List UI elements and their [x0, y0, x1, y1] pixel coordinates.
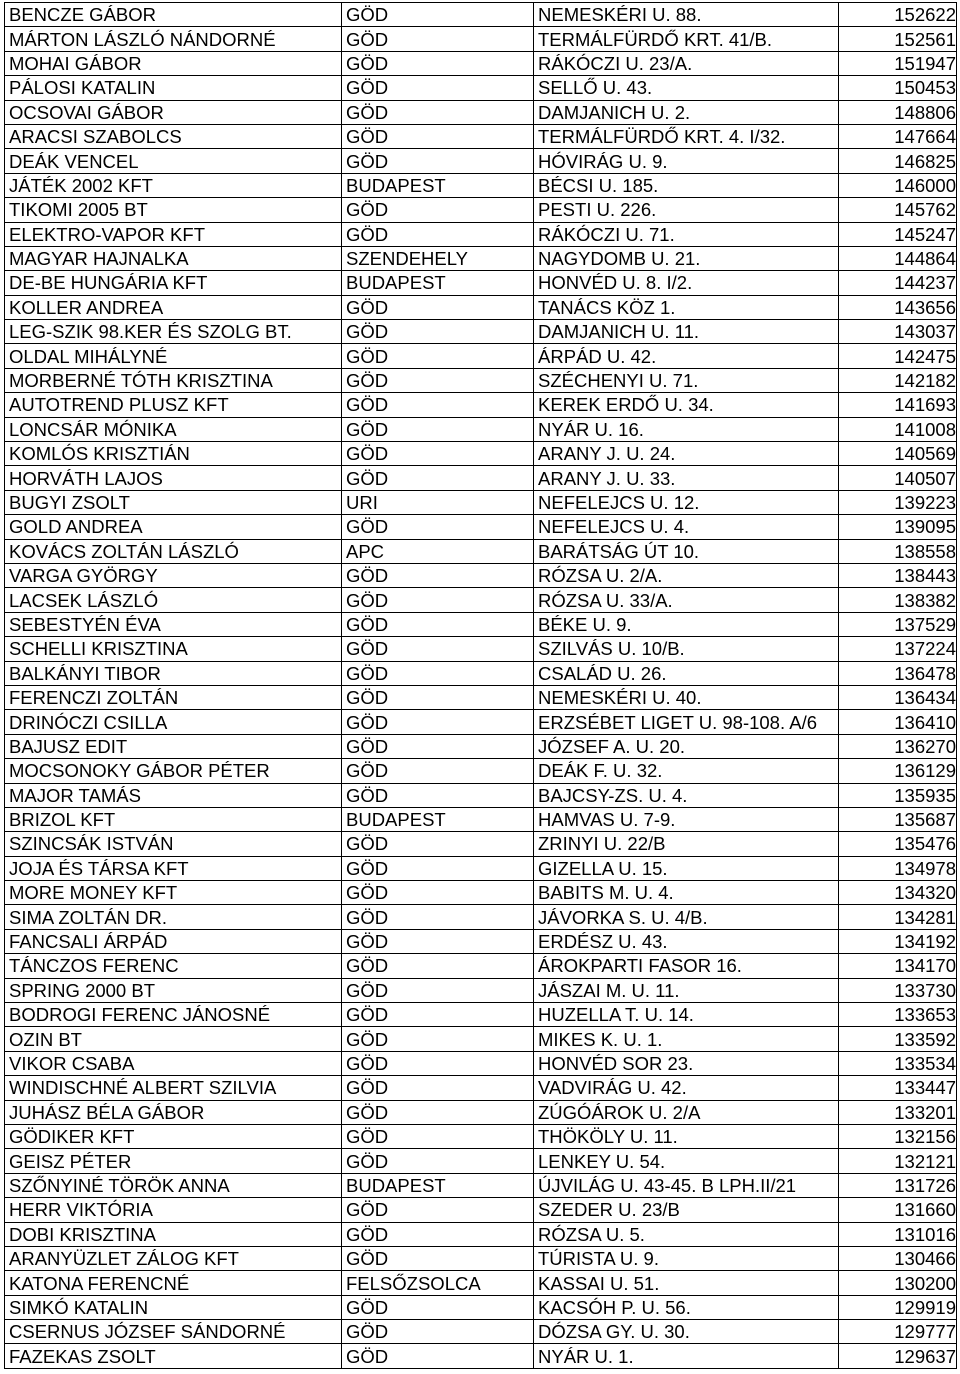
name-cell: GEISZ PÉTER — [5, 1149, 342, 1173]
number-cell: 134192 — [839, 929, 957, 953]
address-cell: TERMÁLFÜRDŐ KRT. 41/B. — [534, 27, 839, 51]
address-cell: ARANY J. U. 33. — [534, 466, 839, 490]
city-cell: GÖD — [342, 1124, 534, 1148]
number-cell: 133534 — [839, 1051, 957, 1075]
number-cell: 147664 — [839, 124, 957, 148]
table-row — [5, 198, 957, 222]
address-cell: ERDÉSZ U. 43. — [534, 929, 839, 953]
name-cell: ARACSI SZABOLCS — [5, 124, 342, 148]
name-cell: OCSOVAI GÁBOR — [5, 100, 342, 124]
table-row — [5, 393, 957, 417]
number-cell: 150453 — [839, 76, 957, 100]
city-cell: GÖD — [342, 1198, 534, 1222]
address-cell: BABITS M. U. 4. — [534, 881, 839, 905]
name-cell: SZINCSÁK ISTVÁN — [5, 832, 342, 856]
number-cell: 129777 — [839, 1320, 957, 1344]
name-cell: SIMKÓ KATALIN — [5, 1295, 342, 1319]
city-cell: APC — [342, 539, 534, 563]
table-row — [5, 466, 957, 490]
name-cell: KOLLER ANDREA — [5, 295, 342, 319]
address-cell: DAMJANICH U. 2. — [534, 100, 839, 124]
number-cell: 133730 — [839, 978, 957, 1002]
address-cell: ÁROKPARTI FASOR 16. — [534, 954, 839, 978]
table-row — [5, 1100, 957, 1124]
city-cell: GÖD — [342, 1100, 534, 1124]
name-cell: KOVÁCS ZOLTÁN LÁSZLÓ — [5, 539, 342, 563]
address-cell: HAMVAS U. 7-9. — [534, 807, 839, 831]
table-row — [5, 905, 957, 929]
city-cell: GÖD — [342, 76, 534, 100]
city-cell: GÖD — [342, 881, 534, 905]
table-row — [5, 1246, 957, 1270]
table-row — [5, 978, 957, 1002]
number-cell: 134170 — [839, 954, 957, 978]
number-cell: 144864 — [839, 246, 957, 270]
name-cell: SCHELLI KRISZTINA — [5, 637, 342, 661]
table-row — [5, 149, 957, 173]
name-cell: BALKÁNYI TIBOR — [5, 661, 342, 685]
city-cell: GÖD — [342, 783, 534, 807]
name-cell: VIKOR CSABA — [5, 1051, 342, 1075]
number-cell: 146000 — [839, 173, 957, 197]
table-row — [5, 442, 957, 466]
table-row — [5, 807, 957, 831]
city-cell: GÖD — [342, 466, 534, 490]
records-table-body — [5, 3, 957, 1369]
city-cell: GÖD — [342, 393, 534, 417]
city-cell: GÖD — [342, 149, 534, 173]
city-cell: GÖD — [342, 1003, 534, 1027]
table-row — [5, 3, 957, 27]
number-cell: 148806 — [839, 100, 957, 124]
table-row — [5, 76, 957, 100]
number-cell: 146825 — [839, 149, 957, 173]
name-cell: PÁLOSI KATALIN — [5, 76, 342, 100]
name-cell: VARGA GYÖRGY — [5, 563, 342, 587]
table-row — [5, 1320, 957, 1344]
number-cell: 138382 — [839, 588, 957, 612]
name-cell: SIMA ZOLTÁN DR. — [5, 905, 342, 929]
address-cell: JÁVORKA S. U. 4/B. — [534, 905, 839, 929]
name-cell: KATONA FERENCNÉ — [5, 1271, 342, 1295]
table-row — [5, 661, 957, 685]
name-cell: TÁNCZOS FERENC — [5, 954, 342, 978]
address-cell: RÁKÓCZI U. 71. — [534, 222, 839, 246]
number-cell: 139223 — [839, 490, 957, 514]
address-cell: HONVÉD U. 8. I/2. — [534, 271, 839, 295]
table-row — [5, 515, 957, 539]
number-cell: 144237 — [839, 271, 957, 295]
number-cell: 152561 — [839, 27, 957, 51]
name-cell: FERENCZI ZOLTÁN — [5, 685, 342, 709]
table-row — [5, 759, 957, 783]
address-cell: TANÁCS KÖZ 1. — [534, 295, 839, 319]
table-row — [5, 1076, 957, 1100]
address-cell: SELLŐ U. 43. — [534, 76, 839, 100]
address-cell: VADVIRÁG U. 42. — [534, 1076, 839, 1100]
city-cell: BUDAPEST — [342, 271, 534, 295]
table-row — [5, 1003, 957, 1027]
number-cell: 131660 — [839, 1198, 957, 1222]
city-cell: GÖD — [342, 27, 534, 51]
number-cell: 130200 — [839, 1271, 957, 1295]
city-cell: FELSŐZSOLCA — [342, 1271, 534, 1295]
table-row — [5, 295, 957, 319]
table-row — [5, 1051, 957, 1075]
address-cell: NAGYDOMB U. 21. — [534, 246, 839, 270]
table-row — [5, 856, 957, 880]
table-row — [5, 832, 957, 856]
name-cell: DEÁK VENCEL — [5, 149, 342, 173]
name-cell: SEBESTYÉN ÉVA — [5, 612, 342, 636]
table-row — [5, 685, 957, 709]
table-row — [5, 539, 957, 563]
address-cell: NEMESKÉRI U. 40. — [534, 685, 839, 709]
number-cell: 133653 — [839, 1003, 957, 1027]
city-cell: GÖD — [342, 417, 534, 441]
name-cell: SZŐNYINÉ TÖRÖK ANNA — [5, 1173, 342, 1197]
table-row — [5, 734, 957, 758]
table-row — [5, 246, 957, 270]
name-cell: JÁTÉK 2002 KFT — [5, 173, 342, 197]
table-row — [5, 320, 957, 344]
address-cell: TERMÁLFÜRDŐ KRT. 4. I/32. — [534, 124, 839, 148]
number-cell: 129919 — [839, 1295, 957, 1319]
name-cell: TIKOMI 2005 BT — [5, 198, 342, 222]
name-cell: SPRING 2000 BT — [5, 978, 342, 1002]
name-cell: FANCSALI ÁRPÁD — [5, 929, 342, 953]
name-cell: BUGYI ZSOLT — [5, 490, 342, 514]
address-cell: KACSÓH P. U. 56. — [534, 1295, 839, 1319]
address-cell: DEÁK F. U. 32. — [534, 759, 839, 783]
city-cell: GÖD — [342, 661, 534, 685]
city-cell: GÖD — [342, 734, 534, 758]
table-row — [5, 124, 957, 148]
address-cell: NEMESKÉRI U. 88. — [534, 3, 839, 27]
name-cell: DE-BE HUNGÁRIA KFT — [5, 271, 342, 295]
city-cell: GÖD — [342, 759, 534, 783]
city-cell: GÖD — [342, 1295, 534, 1319]
address-cell: RÁKÓCZI U. 23/A. — [534, 51, 839, 75]
number-cell: 132156 — [839, 1124, 957, 1148]
table-row — [5, 27, 957, 51]
city-cell: GÖD — [342, 1222, 534, 1246]
name-cell: MAJOR TAMÁS — [5, 783, 342, 807]
number-cell: 143656 — [839, 295, 957, 319]
address-cell: ARANY J. U. 24. — [534, 442, 839, 466]
table-row — [5, 954, 957, 978]
name-cell: DRINÓCZI CSILLA — [5, 710, 342, 734]
table-row — [5, 588, 957, 612]
name-cell: WINDISCHNÉ ALBERT SZILVIA — [5, 1076, 342, 1100]
number-cell: 130466 — [839, 1246, 957, 1270]
city-cell: GÖD — [342, 637, 534, 661]
name-cell: HERR VIKTÓRIA — [5, 1198, 342, 1222]
city-cell: GÖD — [342, 685, 534, 709]
name-cell: GÖDIKER KFT — [5, 1124, 342, 1148]
address-cell: ERZSÉBET LIGET U. 98-108. A/6 — [534, 710, 839, 734]
city-cell: GÖD — [342, 1027, 534, 1051]
table-row — [5, 222, 957, 246]
number-cell: 141693 — [839, 393, 957, 417]
table-row — [5, 417, 957, 441]
address-cell: ZRINYI U. 22/B — [534, 832, 839, 856]
number-cell: 151947 — [839, 51, 957, 75]
name-cell: MORBERNÉ TÓTH KRISZTINA — [5, 368, 342, 392]
name-cell: BODROGI FERENC JÁNOSNÉ — [5, 1003, 342, 1027]
name-cell: BENCZE GÁBOR — [5, 3, 342, 27]
number-cell: 142182 — [839, 368, 957, 392]
number-cell: 136434 — [839, 685, 957, 709]
name-cell: GOLD ANDREA — [5, 515, 342, 539]
number-cell: 152622 — [839, 3, 957, 27]
city-cell: GÖD — [342, 710, 534, 734]
city-cell: GÖD — [342, 442, 534, 466]
name-cell: JUHÁSZ BÉLA GÁBOR — [5, 1100, 342, 1124]
number-cell: 133592 — [839, 1027, 957, 1051]
address-cell: BÉKE U. 9. — [534, 612, 839, 636]
city-cell: BUDAPEST — [342, 807, 534, 831]
number-cell: 134320 — [839, 881, 957, 905]
table-row — [5, 490, 957, 514]
number-cell: 140569 — [839, 442, 957, 466]
number-cell: 137224 — [839, 637, 957, 661]
address-cell: HÓVIRÁG U. 9. — [534, 149, 839, 173]
address-cell: ÁRPÁD U. 42. — [534, 344, 839, 368]
table-row — [5, 1271, 957, 1295]
table-row — [5, 783, 957, 807]
number-cell: 134281 — [839, 905, 957, 929]
city-cell: GÖD — [342, 978, 534, 1002]
table-row — [5, 344, 957, 368]
table-row — [5, 1149, 957, 1173]
name-cell: ARANYÜZLET ZÁLOG KFT — [5, 1246, 342, 1270]
address-cell: ÚJVILÁG U. 43-45. B LPH.II/21 — [534, 1173, 839, 1197]
name-cell: HORVÁTH LAJOS — [5, 466, 342, 490]
city-cell: GÖD — [342, 515, 534, 539]
address-cell: RÓZSA U. 33/A. — [534, 588, 839, 612]
table-row — [5, 1295, 957, 1319]
number-cell: 139095 — [839, 515, 957, 539]
table-row — [5, 173, 957, 197]
address-cell: SZÉCHENYI U. 71. — [534, 368, 839, 392]
table-row — [5, 1027, 957, 1051]
table-row — [5, 710, 957, 734]
number-cell: 134978 — [839, 856, 957, 880]
name-cell: BAJUSZ EDIT — [5, 734, 342, 758]
city-cell: BUDAPEST — [342, 173, 534, 197]
city-cell: GÖD — [342, 1149, 534, 1173]
records-table — [4, 2, 957, 1369]
address-cell: HUZELLA T. U. 14. — [534, 1003, 839, 1027]
address-cell: HONVÉD SOR 23. — [534, 1051, 839, 1075]
address-cell: TÚRISTA U. 9. — [534, 1246, 839, 1270]
address-cell: NYÁR U. 1. — [534, 1344, 839, 1368]
name-cell: OLDAL MIHÁLYNÉ — [5, 344, 342, 368]
number-cell: 138443 — [839, 563, 957, 587]
table-row — [5, 271, 957, 295]
address-cell: MIKES K. U. 1. — [534, 1027, 839, 1051]
number-cell: 135935 — [839, 783, 957, 807]
address-cell: LENKEY U. 54. — [534, 1149, 839, 1173]
table-row — [5, 368, 957, 392]
number-cell: 145762 — [839, 198, 957, 222]
address-cell: JÁSZAI M. U. 11. — [534, 978, 839, 1002]
city-cell: GÖD — [342, 100, 534, 124]
table-row — [5, 1198, 957, 1222]
table-row — [5, 51, 957, 75]
name-cell: DOBI KRISZTINA — [5, 1222, 342, 1246]
address-cell: GIZELLA U. 15. — [534, 856, 839, 880]
number-cell: 129637 — [839, 1344, 957, 1368]
name-cell: LONCSÁR MÓNIKA — [5, 417, 342, 441]
city-cell: GÖD — [342, 1344, 534, 1368]
address-cell: BARÁTSÁG ÚT 10. — [534, 539, 839, 563]
name-cell: MORE MONEY KFT — [5, 881, 342, 905]
city-cell: GÖD — [342, 222, 534, 246]
table-row — [5, 563, 957, 587]
city-cell: GÖD — [342, 1246, 534, 1270]
name-cell: JOJA ÉS TÁRSA KFT — [5, 856, 342, 880]
name-cell: KOMLÓS KRISZTIÁN — [5, 442, 342, 466]
city-cell: GÖD — [342, 905, 534, 929]
address-cell: THÖKÖLY U. 11. — [534, 1124, 839, 1148]
table-row — [5, 612, 957, 636]
city-cell: GÖD — [342, 954, 534, 978]
name-cell: MOHAI GÁBOR — [5, 51, 342, 75]
city-cell: URI — [342, 490, 534, 514]
name-cell: FAZEKAS ZSOLT — [5, 1344, 342, 1368]
city-cell: GÖD — [342, 1320, 534, 1344]
number-cell: 138558 — [839, 539, 957, 563]
table-row — [5, 881, 957, 905]
name-cell: LACSEK LÁSZLÓ — [5, 588, 342, 612]
city-cell: GÖD — [342, 198, 534, 222]
address-cell: JÓZSEF A. U. 20. — [534, 734, 839, 758]
address-cell: RÓZSA U. 2/A. — [534, 563, 839, 587]
address-cell: RÓZSA U. 5. — [534, 1222, 839, 1246]
city-cell: BUDAPEST — [342, 1173, 534, 1197]
table-row — [5, 929, 957, 953]
address-cell: ZÚGÓÁROK U. 2/A — [534, 1100, 839, 1124]
number-cell: 136270 — [839, 734, 957, 758]
address-cell: NYÁR U. 16. — [534, 417, 839, 441]
table-row — [5, 100, 957, 124]
city-cell: GÖD — [342, 612, 534, 636]
address-cell: PESTI U. 226. — [534, 198, 839, 222]
city-cell: GÖD — [342, 124, 534, 148]
address-cell: NEFELEJCS U. 4. — [534, 515, 839, 539]
address-cell: NEFELEJCS U. 12. — [534, 490, 839, 514]
number-cell: 132121 — [839, 1149, 957, 1173]
table-row — [5, 1173, 957, 1197]
table-row — [5, 1222, 957, 1246]
city-cell: GÖD — [342, 1051, 534, 1075]
city-cell: GÖD — [342, 368, 534, 392]
city-cell: GÖD — [342, 51, 534, 75]
table-row — [5, 637, 957, 661]
number-cell: 140507 — [839, 466, 957, 490]
name-cell: LEG-SZIK 98.KER ÉS SZOLG BT. — [5, 320, 342, 344]
address-cell: KASSAI U. 51. — [534, 1271, 839, 1295]
address-cell: SZILVÁS U. 10/B. — [534, 637, 839, 661]
name-cell: CSERNUS JÓZSEF SÁNDORNÉ — [5, 1320, 342, 1344]
table-row — [5, 1344, 957, 1368]
number-cell: 136129 — [839, 759, 957, 783]
address-cell: BÉCSI U. 185. — [534, 173, 839, 197]
number-cell: 137529 — [839, 612, 957, 636]
address-cell: DÓZSA GY. U. 30. — [534, 1320, 839, 1344]
city-cell: GÖD — [342, 295, 534, 319]
name-cell: ELEKTRO-VAPOR KFT — [5, 222, 342, 246]
number-cell: 142475 — [839, 344, 957, 368]
name-cell: OZIN BT — [5, 1027, 342, 1051]
number-cell: 131016 — [839, 1222, 957, 1246]
name-cell: AUTOTREND PLUSZ KFT — [5, 393, 342, 417]
number-cell: 145247 — [839, 222, 957, 246]
city-cell: GÖD — [342, 1076, 534, 1100]
city-cell: GÖD — [342, 588, 534, 612]
name-cell: MOCSONOKY GÁBOR PÉTER — [5, 759, 342, 783]
name-cell: MÁRTON LÁSZLÓ NÁNDORNÉ — [5, 27, 342, 51]
number-cell: 136410 — [839, 710, 957, 734]
number-cell: 133447 — [839, 1076, 957, 1100]
address-cell: CSALÁD U. 26. — [534, 661, 839, 685]
address-cell: KEREK ERDŐ U. 34. — [534, 393, 839, 417]
city-cell: GÖD — [342, 856, 534, 880]
city-cell: GÖD — [342, 344, 534, 368]
number-cell: 143037 — [839, 320, 957, 344]
city-cell: SZENDEHELY — [342, 246, 534, 270]
number-cell: 136478 — [839, 661, 957, 685]
table-row — [5, 1124, 957, 1148]
city-cell: GÖD — [342, 929, 534, 953]
number-cell: 135476 — [839, 832, 957, 856]
city-cell: GÖD — [342, 3, 534, 27]
city-cell: GÖD — [342, 320, 534, 344]
address-cell: DAMJANICH U. 11. — [534, 320, 839, 344]
address-cell: SZEDER U. 23/B — [534, 1198, 839, 1222]
number-cell: 131726 — [839, 1173, 957, 1197]
city-cell: GÖD — [342, 832, 534, 856]
number-cell: 133201 — [839, 1100, 957, 1124]
number-cell: 141008 — [839, 417, 957, 441]
name-cell: MAGYAR HAJNALKA — [5, 246, 342, 270]
city-cell: GÖD — [342, 563, 534, 587]
address-cell: BAJCSY-ZS. U. 4. — [534, 783, 839, 807]
number-cell: 135687 — [839, 807, 957, 831]
name-cell: BRIZOL KFT — [5, 807, 342, 831]
